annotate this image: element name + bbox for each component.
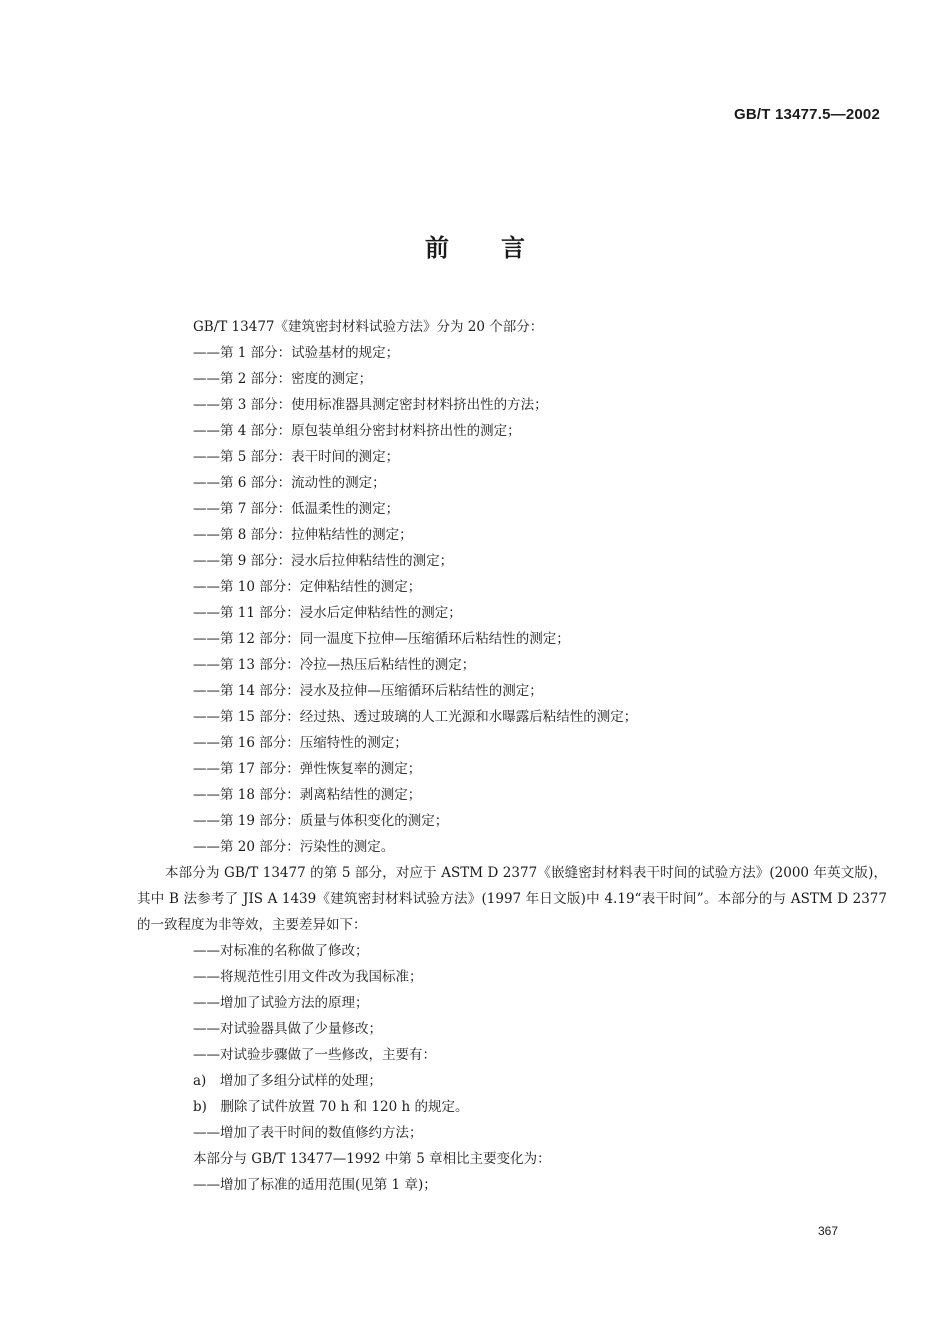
list-item: ——第 19 部分：质量与体积变化的测定； xyxy=(193,813,449,829)
list-item: ——对试验器具做了少量修改； xyxy=(193,1021,382,1037)
document-body xyxy=(137,314,887,1198)
intro-line: GB/T 13477《建筑密封材料试验方法》分为 20 个部分： xyxy=(193,319,544,335)
list-item: ——第 9 部分：浸水后拉伸粘结性的测定； xyxy=(193,553,454,569)
page-title: 前言 xyxy=(425,234,577,262)
list-item: ——第 4 部分：原包装单组分密封材料挤出性的测定； xyxy=(193,423,521,439)
sub-items-list xyxy=(165,1068,887,1120)
changes-intro: 本部分与 GB/T 13477—1992 中第 5 章相比主要变化为： xyxy=(193,1151,551,1167)
differences-list xyxy=(165,938,887,1068)
list-item: ——第 11 部分：浸水后定伸粘结性的测定； xyxy=(193,605,462,621)
list-item: ——第 8 部分：拉伸粘结性的测定； xyxy=(193,527,413,543)
list-item: ——第 12 部分：同一温度下拉伸—压缩循环后粘结性的测定； xyxy=(193,631,570,647)
list-item: ——第 16 部分：压缩特性的测定； xyxy=(193,735,408,751)
list-item: ——第 5 部分：表干时间的测定； xyxy=(193,449,400,465)
list-item: ——对试验步骤做了一些修改，主要有： xyxy=(193,1047,436,1063)
list-item: ——第 7 部分：低温柔性的测定； xyxy=(193,501,400,517)
list-item: ——第 6 部分：流动性的测定； xyxy=(193,475,386,491)
list-item: b) 删除了试件放置 70 h 和 120 h 的规定。 xyxy=(193,1099,469,1115)
list-item: ——第 15 部分：经过热、透过玻璃的人工光源和水曝露后粘结性的测定； xyxy=(193,709,638,725)
list-item: ——增加了标准的适用范围(见第 1 章)； xyxy=(193,1177,437,1193)
changes-list xyxy=(165,1172,887,1198)
list-item: ——增加了表干时间的数值修约方法； xyxy=(193,1125,423,1141)
list-item: ——第 14 部分：浸水及拉伸—压缩循环后粘结性的测定； xyxy=(193,683,543,699)
list-item: ——第 20 部分：污染性的测定。 xyxy=(193,839,395,855)
correspondence-paragraph: 本部分为 GB/T 13477 的第 5 部分，对应于 ASTM D 2377《嵌缝密封材料表干时间的试验方法》(2000 年英文版)，其中 B 法参考了 JIS A 1439《建筑密封材料试验方法》(1997 年日文版)中 4.19“表干时间”。本部分的与 ASTM D 2377 的一致程度为非等效，主要差异如下： xyxy=(137,865,887,933)
list-item: ——第 1 部分：试验基材的规定； xyxy=(193,345,400,361)
list-item: ——增加了试验方法的原理； xyxy=(193,995,369,1011)
page-number: 367 xyxy=(817,1224,838,1238)
list-item: ——第 17 部分：弹性恢复率的测定； xyxy=(193,761,422,777)
list-item: ——第 18 部分：剥离粘结性的测定； xyxy=(193,787,422,803)
list-item: ——对标准的名称做了修改； xyxy=(193,943,369,959)
parts-list xyxy=(165,340,887,860)
list-item: ——第 13 部分：冷拉—热压后粘结性的测定； xyxy=(193,657,476,673)
list-item: a) 增加了多组分试样的处理； xyxy=(193,1073,382,1089)
list-item: ——第 10 部分：定伸粘结性的测定； xyxy=(193,579,422,595)
list-item: ——第 3 部分：使用标准器具测定密封材料挤出性的方法； xyxy=(193,397,548,413)
list-item: ——第 2 部分：密度的测定； xyxy=(193,371,373,387)
list-item: ——将规范性引用文件改为我国标准； xyxy=(193,969,423,985)
standard-number: GB/T 13477.5—2002 xyxy=(734,106,880,123)
